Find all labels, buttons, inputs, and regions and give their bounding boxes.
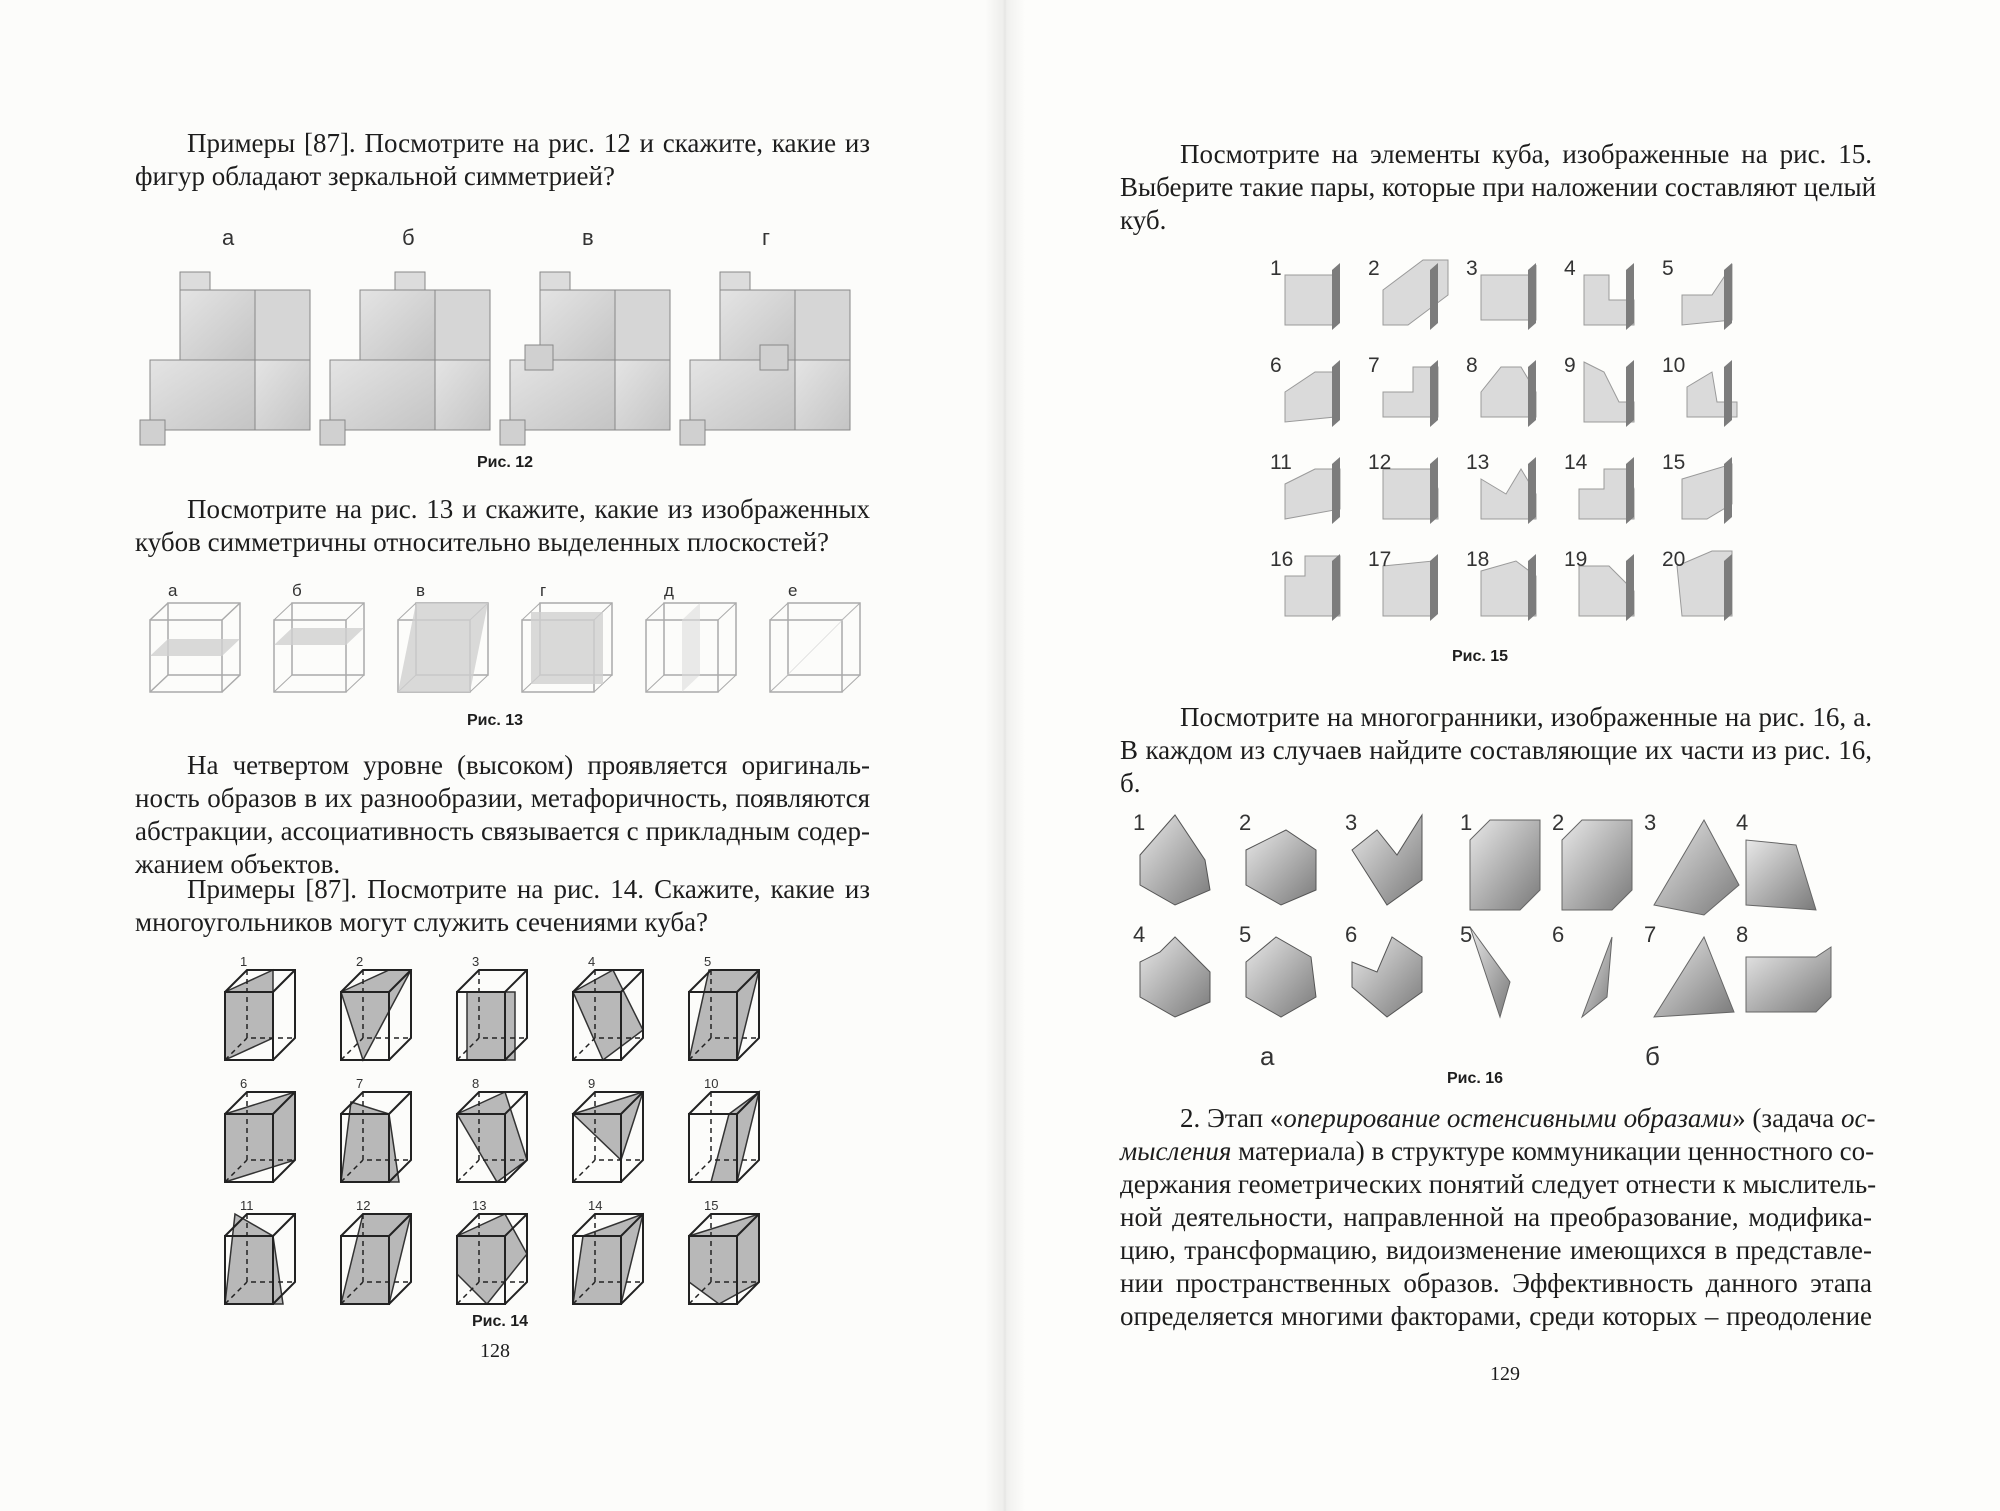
polyhedron-part-b-7 [1644,922,1734,1017]
cube-fragment-17 [1368,548,1438,621]
polyhedron-body [1352,815,1422,905]
text-line: Примеры [87]. Посмотрите на рис. 14. Скажите, какие из [187,874,870,904]
fig16b-label: 7 [1644,922,1657,947]
fig13-label-a: а [168,581,178,600]
fig13-label-f: е [788,581,798,600]
fragment-face [1285,469,1340,519]
right-paragraph-2 [1120,701,1872,800]
figure-16 [1120,800,1880,1085]
fig16a-label: 2 [1239,810,1252,835]
section-polygon [225,1092,295,1182]
fig14-label: 5 [704,954,712,969]
fig15-label: 4 [1564,257,1576,280]
polyhedron-part-b-6 [1552,922,1612,1017]
part-body [1582,937,1612,1017]
part-body [1746,840,1816,910]
text-line: На четвертом уровне (высоком) проявляется оригиналь- [187,750,870,780]
fig14-label: 12 [356,1198,371,1213]
fragment-shadow-face [1724,457,1732,524]
fig15-label: 14 [1564,451,1588,474]
section-polygon [573,970,643,1060]
fragment-shadow-face [1332,457,1340,524]
text-line: нии пространственных образов. Эффективность данного этапа [1120,1268,1872,1298]
fig14-label: 3 [472,954,480,969]
fig14-label: 10 [704,1076,719,1091]
part-body [1746,947,1831,1012]
stair-figure-c [500,272,670,445]
fig13-caption: Рис. 13 [466,712,524,729]
text-line: кубов симметричны относительно выделенных плоскостей? [135,527,830,557]
cube-hidden-edge [573,1160,595,1182]
fig16a-label: 3 [1345,810,1358,835]
fig14-label: 1 [240,954,248,969]
stair-figure-a [140,272,310,445]
fig13-label-d: г [540,581,547,600]
fragment-shadow-face [1626,263,1634,330]
right-paragraph-3 [1120,1102,1877,1333]
fig15-label: 3 [1466,257,1478,280]
part-body [1562,820,1632,910]
text-line: Посмотрите на рис. 13 и скажите, какие из изображенных [187,494,870,524]
fragment-shadow-face [1724,360,1732,427]
text-line: б. [1120,768,1141,798]
cube-fragment-11 [1270,451,1340,524]
text-line: куб. [1120,205,1167,235]
fragment-shadow-face [1626,554,1634,621]
fragment-shadow-face [1430,554,1438,621]
fragment-face [1579,566,1634,616]
text-line [1120,1135,1875,1168]
polyhedron-body [1246,830,1316,905]
fig14-label: 6 [240,1076,248,1091]
fig12-caption: Рис. 12 [476,454,534,471]
polyhedron-a-5 [1239,922,1316,1017]
fig15-label: 19 [1564,548,1588,571]
fig14-label: 2 [356,954,364,969]
section-cube-14 [573,1198,643,1304]
fragment-face [1481,265,1536,320]
text-line: ной деятельности, направленной на преобразование, модифика- [1120,1202,1872,1232]
fig15-label: 12 [1368,451,1392,474]
fig16a-label: 4 [1133,922,1146,947]
fig13-label-c: в [416,581,426,600]
left-paragraph-3 [135,749,870,881]
fig14-label: 4 [588,954,596,969]
fig14-label: 15 [704,1198,719,1213]
fig12-label-c: в [582,225,594,250]
fig14-label: 7 [356,1076,364,1091]
cube-fragment-2 [1368,257,1448,330]
figure-14 [215,950,835,1310]
fragment-shadow-face [1528,263,1536,330]
fig15-label: 5 [1662,257,1674,280]
fragment-shadow-face [1430,360,1438,427]
fig15-label: 2 [1368,257,1380,280]
fig16b-label: 6 [1552,922,1565,947]
text-line: фигур обладают зеркальной симметрией? [135,161,615,191]
italic-span: оперирование остенсивными образами [1283,1103,1733,1133]
cube-fragment-4 [1564,257,1634,330]
section-polygon [689,1214,759,1304]
text-line: Выберите такие пары, которые при наложении составляют целый [1120,172,1877,202]
cube-fragment-8 [1466,354,1536,427]
cube-fragment-20 [1662,548,1732,621]
fig15-label: 10 [1662,354,1686,377]
left-paragraph-2 [135,493,870,559]
section-polygon [467,992,515,1060]
fragment-face [1383,469,1438,519]
left-paragraph-1 [135,127,870,193]
cube-fragment-7 [1368,354,1438,427]
text-line: Посмотрите на элементы куба, изображенные на рис. 15. [1180,139,1872,169]
cube-fragment-5 [1662,257,1732,330]
section-cube-13 [457,1198,527,1304]
fig15-label: 18 [1466,548,1490,571]
part-body [1654,820,1739,915]
fragment-shadow-face [1332,263,1340,330]
section-cube-11 [225,1198,295,1304]
section-cube-9 [573,1076,643,1182]
part-body [1654,937,1734,1017]
section-polygon [689,970,759,1060]
figure-13 [140,581,880,705]
section-cube-7 [341,1076,411,1182]
cube-fragment-9 [1564,354,1634,427]
fig16b-label: 2 [1552,810,1565,835]
fig14-label: 11 [240,1198,254,1213]
fragment-shadow-face [1724,554,1732,621]
fig16-caption: Рис. 16 [1446,1070,1504,1087]
cube-fragment-10 [1662,354,1737,427]
fig12-label-d: г [762,225,771,250]
fragment-shadow-face [1332,554,1340,621]
fragment-shadow-face [1528,360,1536,427]
fragment-shadow-face [1724,263,1732,330]
polyhedron-part-b-3 [1644,810,1739,915]
fig12-label-b: б [402,225,415,250]
fig15-label: 13 [1466,451,1490,474]
cube-fragment-16 [1270,548,1340,621]
text-line: Посмотрите на многогранники, изображенные на рис. 16, а. [1180,702,1872,732]
cube-fragment-12 [1368,451,1438,524]
polyhedron-part-b-8 [1736,922,1831,1012]
part-body [1470,820,1540,910]
fragment-shadow-face [1528,457,1536,524]
polyhedron-a-6 [1345,922,1422,1017]
fig16b-label: 4 [1736,810,1749,835]
figure-12 [160,225,900,460]
stair-figure-b [320,272,490,445]
section-cube-8 [457,1076,527,1182]
section-polygon [457,1092,527,1182]
page-number-left: 128 [480,1340,510,1362]
cube-edge [389,1092,411,1114]
fragment-face [1481,367,1536,417]
fig13-label-e: д [664,581,674,600]
section-cube-5 [689,954,759,1060]
polyhedron-a-3 [1345,810,1422,905]
cube-edge [273,970,295,992]
cube-fragment-18 [1466,548,1536,621]
polyhedron-body [1140,937,1210,1017]
section-polygon [457,1214,527,1304]
polyhedron-part-b-1 [1460,810,1540,910]
left-paragraph-4 [135,873,870,939]
polyhedron-part-b-5 [1460,922,1510,1017]
fig15-label: 11 [1270,451,1292,474]
book-spine [985,0,1025,1511]
section-cube-12 [341,1198,411,1304]
text-line: В каждом из случаев найдите составляющие их части из рис. 16, [1120,735,1872,765]
fig15-caption: Рис. 15 [1451,648,1509,665]
fragment-face [1285,275,1335,325]
polyhedron-a-2 [1239,810,1316,905]
cube-fragment-14 [1564,451,1634,524]
text-line: ность образов в их разнообразии, метафоричность, появляются [135,783,870,813]
cube-edge [621,970,643,992]
right-paragraph-1 [1120,138,1877,237]
fragment-shadow-face [1528,554,1536,621]
text-line: держания геометрических понятий следует отнести к мыслитель- [1120,1169,1877,1199]
fragment-shadow-face [1626,457,1634,524]
section-cube-2 [341,954,411,1060]
fig15-label: 20 [1662,548,1686,571]
polyhedron-body [1352,937,1422,1017]
fig12-label-a: а [222,225,235,250]
fig15-label: 1 [1270,257,1282,280]
fragment-face [1481,469,1536,519]
polyhedron-part-b-2 [1552,810,1632,910]
section-cube-10 [689,1076,759,1182]
section-cube-15 [689,1198,759,1304]
section-polygon [341,1214,411,1304]
italic-span: мысления [1120,1136,1232,1166]
cube-fragment-3 [1466,257,1536,330]
text-line: определяется многими факторами, среди которых – преодоление [1120,1301,1872,1331]
fig14-label: 8 [472,1076,480,1091]
section-polygon [341,970,411,1060]
fig16b-label: 8 [1736,922,1749,947]
fragment-shadow-face [1430,457,1438,524]
cube-fragment-19 [1564,548,1634,621]
fig15-label: 8 [1466,354,1478,377]
text-line: цию, трансформацию, видоизменение имеющихся в представле- [1120,1235,1872,1265]
text-span: » (задача [1732,1103,1841,1133]
stair-figure-d [680,272,850,445]
fig16-part-a-label: а [1260,1041,1275,1071]
fragment-shadow-face [1626,360,1634,427]
fig16b-label: 3 [1644,810,1657,835]
fragment-face [1285,372,1335,422]
text-span: 2. Этап « [1180,1103,1284,1133]
text-line: жанием объектов. [135,849,341,879]
section-cube-6 [225,1076,295,1182]
fig16a-label: 1 [1133,810,1146,835]
text-span: материала) в структуре коммуникации ценностного со- [1231,1136,1875,1166]
fig15-label: 16 [1270,548,1294,571]
cube-fragment-13 [1466,451,1536,524]
cube-hidden-edge [689,1160,711,1182]
fig15-label: 6 [1270,354,1282,377]
polyhedron-body [1140,815,1210,905]
section-cube-3 [457,954,527,1060]
italic-span: ос- [1841,1103,1876,1133]
fig16b-label: 5 [1460,922,1473,947]
fig14-label: 13 [472,1198,487,1213]
fragment-shadow-face [1332,360,1340,427]
fig15-label: 17 [1368,548,1392,571]
cube-edge [273,1214,295,1236]
cube-edge [505,970,527,992]
cube-fragment-1 [1270,257,1340,330]
section-cube-1 [225,954,295,1060]
polyhedron-a-4 [1133,922,1210,1017]
cube-hidden-edge [573,1038,595,1060]
fig16a-label: 6 [1345,922,1358,947]
cube-fragment-6 [1270,354,1340,427]
text-line: Примеры [87]. Посмотрите на рис. 12 и скажите, какие из [187,128,870,158]
fragment-shadow-face [1430,263,1438,330]
fig15-label: 15 [1662,451,1686,474]
polyhedron-part-b-4 [1736,810,1816,910]
fig14-caption: Рис. 14 [471,1313,529,1330]
text-line [1120,1102,1876,1135]
section-cube-4 [573,954,643,1060]
fig14-label: 14 [588,1198,603,1213]
part-body [1470,927,1510,1017]
fig16b-label: 1 [1460,810,1473,835]
fig16a-label: 5 [1239,922,1252,947]
cube-fragment-15 [1662,451,1732,524]
fragment-face [1579,469,1634,519]
fig15-label: 9 [1564,354,1576,377]
fig16-part-b-label: б [1645,1041,1660,1071]
fig13-label-b: б [292,581,302,600]
figure-15 [1270,255,1770,640]
fig14-label: 9 [588,1076,596,1091]
fragment-face [1383,367,1438,417]
polyhedron-a-1 [1133,810,1210,905]
fig15-label: 7 [1368,354,1380,377]
cube-hidden-edge [457,1160,479,1182]
polyhedron-body [1246,937,1316,1017]
fragment-face [1383,260,1448,325]
page-number-right: 129 [1490,1363,1520,1385]
text-line: многоугольников могут служить сечениями куба? [135,907,709,937]
text-line: абстракции, ассоциативность связывается с прикладным содер- [135,816,870,846]
section-polygon [573,1214,643,1304]
